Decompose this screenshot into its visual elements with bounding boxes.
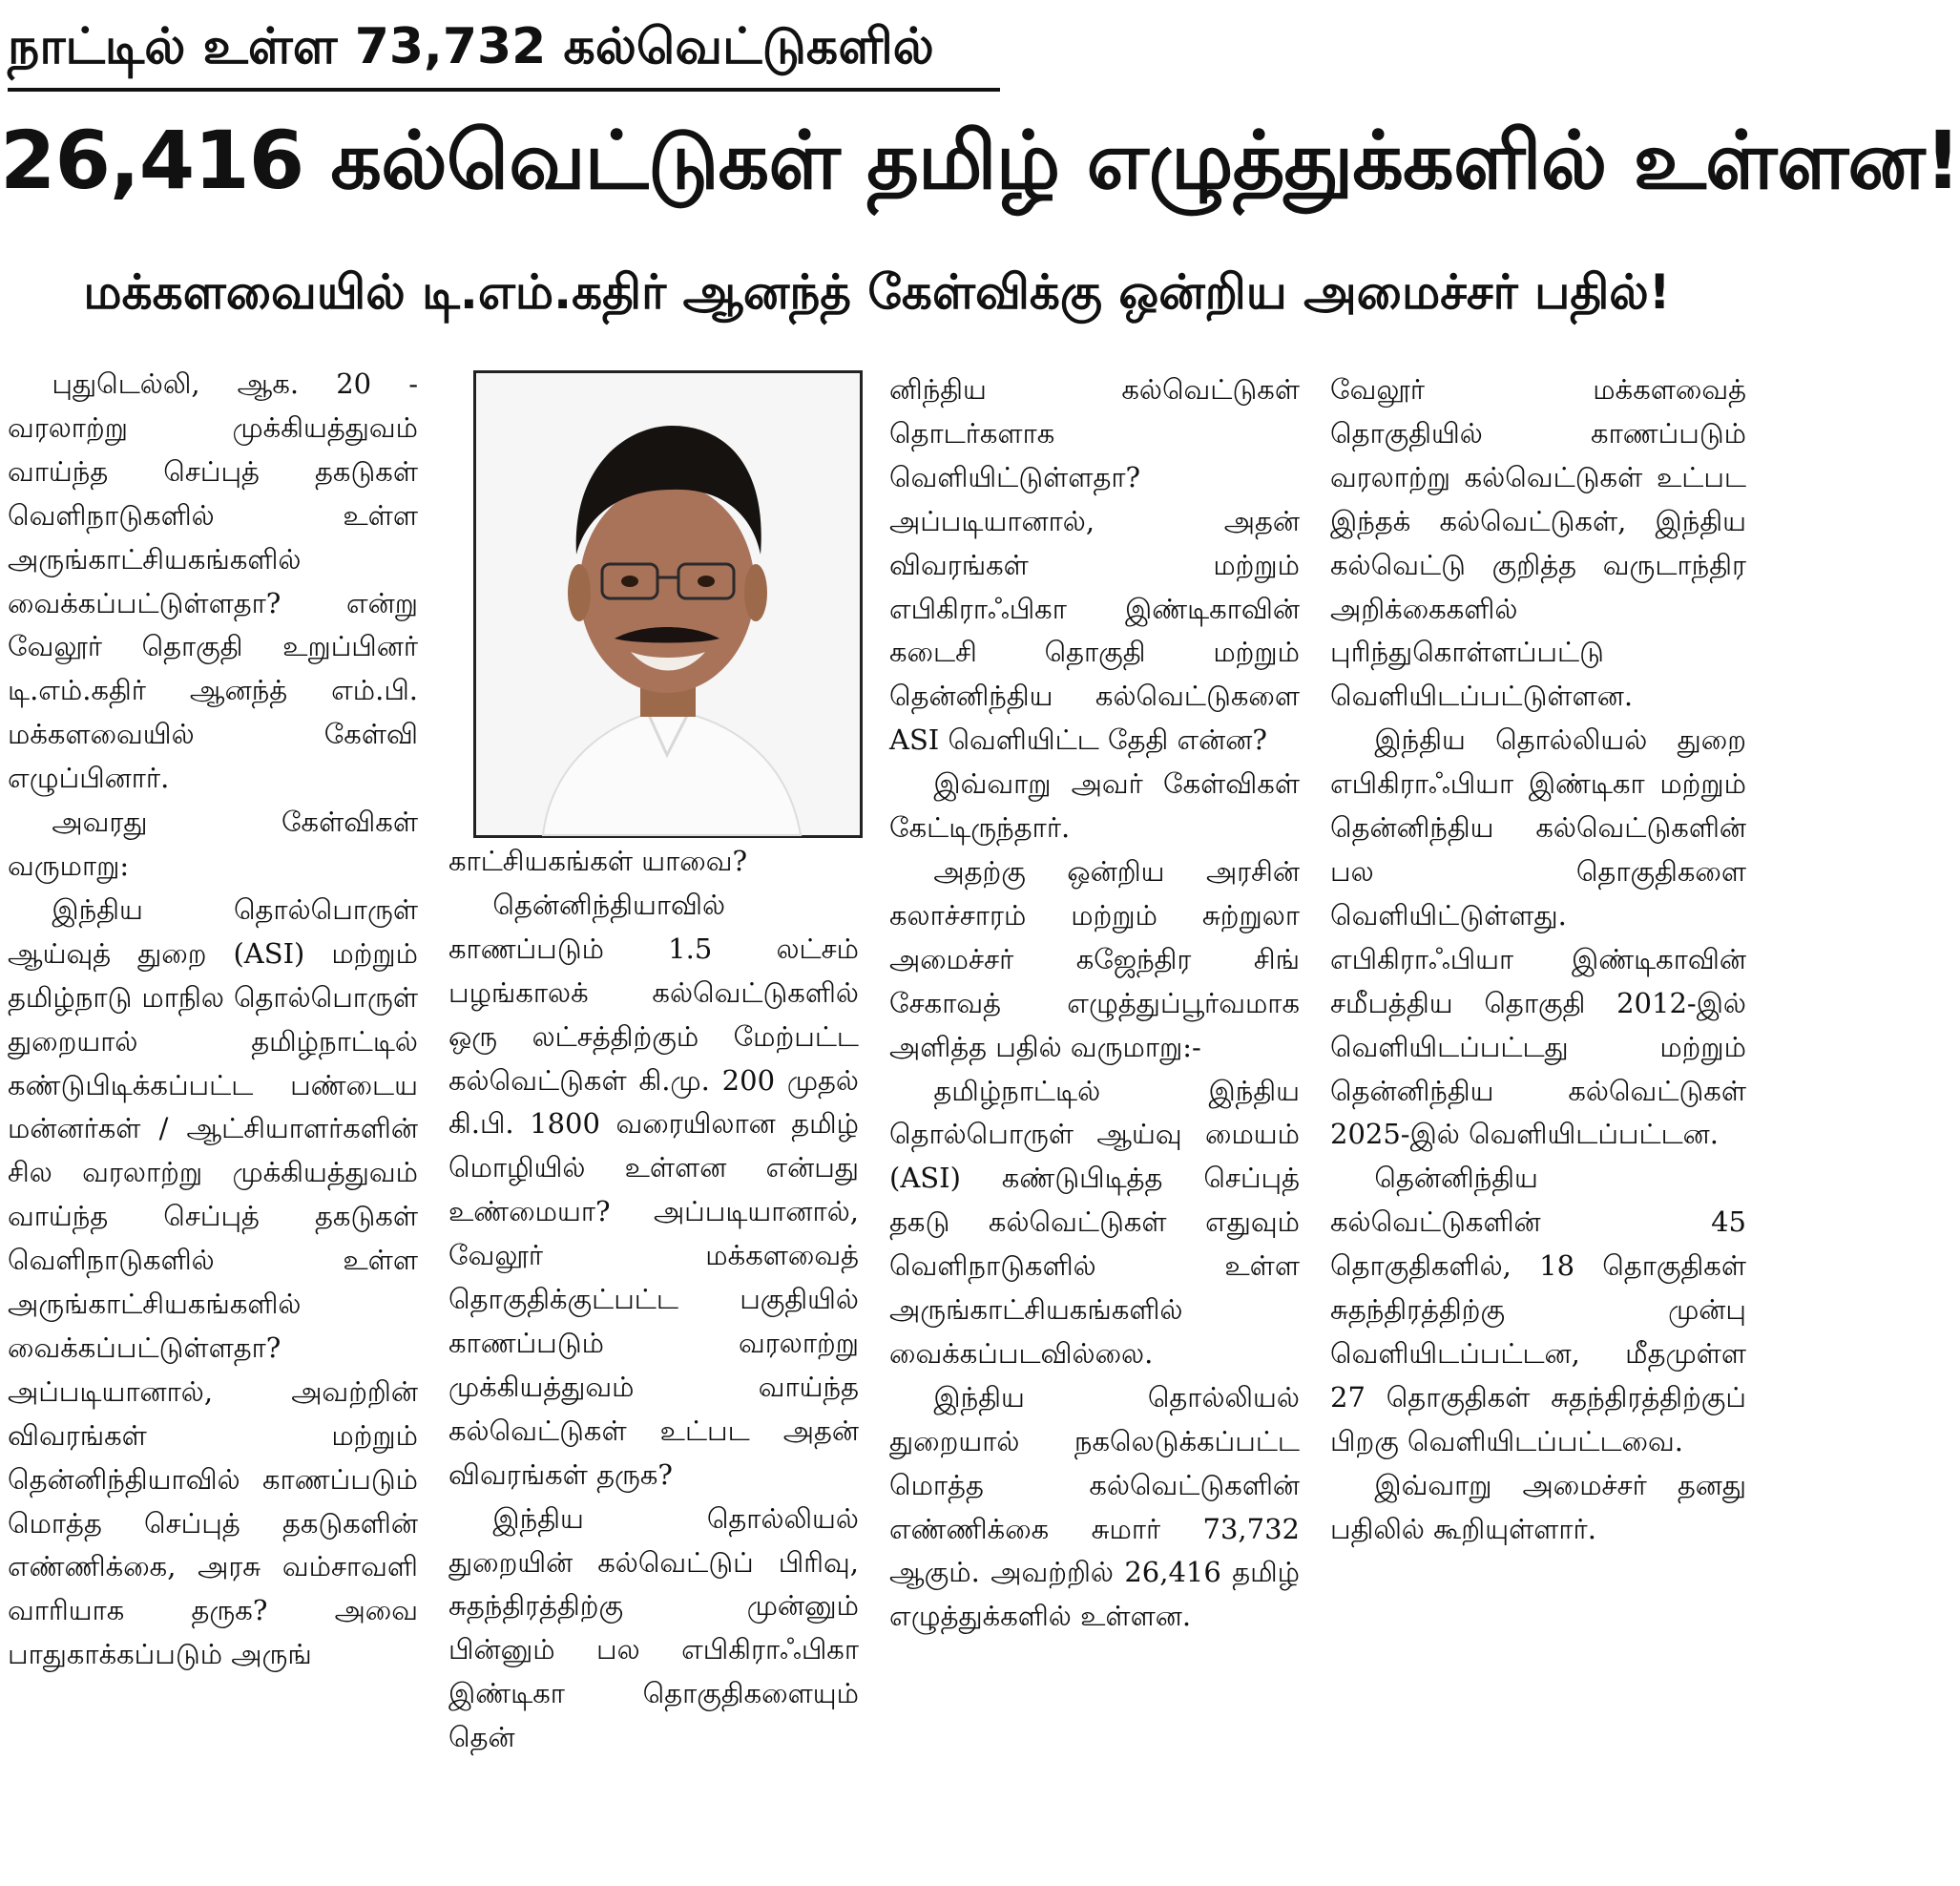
- article-column-2: [448, 840, 859, 1880]
- paragraph: வேலூர் மக்களவைத் தொகுதியில் காணப்படும் வரலாற்று கல்வெட்டுகள் உட்பட இந்தக் கல்வெட்டுகள், இந்திய கல்வெட்டு குறித்த வருடாந்திர அறிக்கைகளில் புரிந்துகொள்ளப்பட்டு வெளியிடப்பட்டுள்ளன.: [1330, 373, 1746, 713]
- paragraph: அதற்கு ஒன்றிய அரசின் கலாச்சாரம் மற்றும் சுற்றுலா அமைச்சர் கஜேந்திர சிங் சேகாவத் எழுத்துப்பூர்வமாக அளித்த பதில் வருமாறு:-: [889, 854, 1300, 1063]
- paragraph: தென்னிந்தியாவில் காணப்படும் 1.5 லட்சம் பழங்காலக் கல்வெட்டுகளில் ஒரு லட்சத்திற்கும் மேற்பட்ட கல்வெட்டுகள் கி.மு. 200 முதல் கி.பி. 1800 வரையிலான தமிழ் மொழியில் உள்ளன என்பது உண்மையா? அப்படியானால், வேலூர் மக்களவைத் தொகுதிக்குட்பட்ட பகுதியில் காணப்படும் வரலாற்று முக்கியத்துவம் வாய்ந்த கல்வெட்டுகள் உட்பட அதன் விவரங்கள் தருக?: [448, 888, 859, 1491]
- article-column-4: [1330, 368, 1746, 1886]
- kicker-title: நாட்டில் உள்ள 73,732 கல்வெட்டுகளில்: [8, 18, 934, 75]
- deck-subheadline: மக்களவையில் டி.எம்.கதிர் ஆனந்த் கேள்விக்கு ஒன்றிய அமைச்சர் பதில்!: [83, 264, 1671, 320]
- photo-portrait: [473, 370, 863, 838]
- paragraph: தென்னிந்திய கல்வெட்டுகளின் 45 தொகுதிகளில், 18 தொகுதிகள் சுதந்திரத்திற்கு முன்பு வெளியிடப்பட்டன, மீதமுள்ள 27 தொகுதிகள் சுதந்திரத்திற்குப் பிறகு வெளியிடப்பட்டவை.: [1330, 1162, 1746, 1457]
- paragraph: இவ்வாறு அமைச்சர் தனது பதிலில் கூறியுள்ளார்.: [1330, 1468, 1746, 1545]
- paragraph: இந்திய தொல்லியல் துறையால் நகலெடுக்கப்பட்ட மொத்த கல்வெட்டுகளின் எண்ணிக்கை சுமார் 73,732 ஆகும். அவற்றில் 26,416 தமிழ் எழுத்துக்களில் உள்ளன.: [889, 1380, 1300, 1633]
- article-column-1: [8, 363, 418, 1880]
- paragraph: இந்திய தொல்லியல் துறையின் கல்வெட்டுப் பிரிவு, சுதந்திரத்திற்கு முன்னும் பின்னும் பல எபிகிராஃபிகா இண்டிகா தொகுதிகளையும் தென்: [448, 1501, 859, 1754]
- paragraph: இந்திய தொல்பொருள் ஆய்வுத் துறை (ASI) மற்றும் தமிழ்நாடு மாநில தொல்பொருள் துறையால் தமிழ்நாட்டில் கண்டுபிடிக்கப்பட்ட பண்டைய மன்னர்கள் / ஆட்சியாளர்களின் சில வரலாற்று முக்கியத்துவம் வாய்ந்த செப்புத் தகடுகள் வெளிநாடுகளில் உள்ள அருங்காட்சியகங்களில் வைக்கப்பட்டுள்ளதா? அப்படியானால், அவற்றின் விவரங்கள் மற்றும் தென்னிந்தியாவில் காணப்படும் மொத்த செப்புத் தகடுகளின் எண்ணிக்கை, அரசு வம்சாவளி வாரியாக தருக? அவை பாதுகாக்கப்படும் அருங்: [8, 892, 418, 1671]
- kicker-underline: [8, 88, 1000, 92]
- paragraph: புதுடெல்லி, ஆக. 20 - வரலாற்று முக்கியத்துவம் வாய்ந்த செப்புத் தகடுகள் வெளிநாடுகளில் உள்ள அருங்காட்சியகங்களில் வைக்கப்பட்டுள்ளதா? என்று வேலூர் தொகுதி உறுப்பினர் டி.எம்.கதிர் ஆனந்த் எம்.பி. மக்களவையில் கேள்வி எழுப்பினார்.: [8, 367, 418, 795]
- article-column-3: [889, 368, 1300, 1886]
- paragraph: அவரது கேள்விகள் வருமாறு:: [8, 806, 418, 882]
- paragraph: காட்சியகங்கள் யாவை?: [448, 845, 748, 877]
- headline: 26,416 கல்வெட்டுகள் தமிழ் எழுத்துக்களில் உள்ளன!: [0, 114, 1960, 207]
- paragraph: இந்திய தொல்லியல் துறை எபிகிராஃபியா இண்டிகா மற்றும் தென்னிந்திய கல்வெட்டுகளின் பல தொகுதிகளை வெளியிட்டுள்ளது. எபிகிராஃபியா இண்டிகாவின் சமீபத்திய தொகுதி 2012-இல் வெளியிடப்பட்டது மற்றும் தென்னிந்திய கல்வெட்டுகள் 2025-இல் வெளியிடப்பட்டன.: [1330, 723, 1746, 1151]
- portrait-image: [476, 373, 860, 835]
- paragraph: இவ்வாறு அவர் கேள்விகள் கேட்டிருந்தார்.: [889, 767, 1300, 845]
- paragraph: தமிழ்நாட்டில் இந்திய தொல்பொருள் ஆய்வு மையம் (ASI) கண்டுபிடித்த செப்புத் தகடு கல்வெட்டுகள் எதுவும் வெளிநாடுகளில் உள்ள அருங்காட்சியகங்களில் வைக்கப்படவில்லை.: [889, 1074, 1300, 1370]
- paragraph: னிந்திய கல்வெட்டுகள் தொடர்களாக வெளியிட்டுள்ளதா? அப்படியானால், அதன் விவரங்கள் மற்றும் எபிகிராஃபிகா இண்டிகாவின் கடைசி தொகுதி மற்றும் தென்னிந்திய கல்வெட்டுகளை ASI வெளியிட்ட தேதி என்ன?: [889, 373, 1300, 757]
